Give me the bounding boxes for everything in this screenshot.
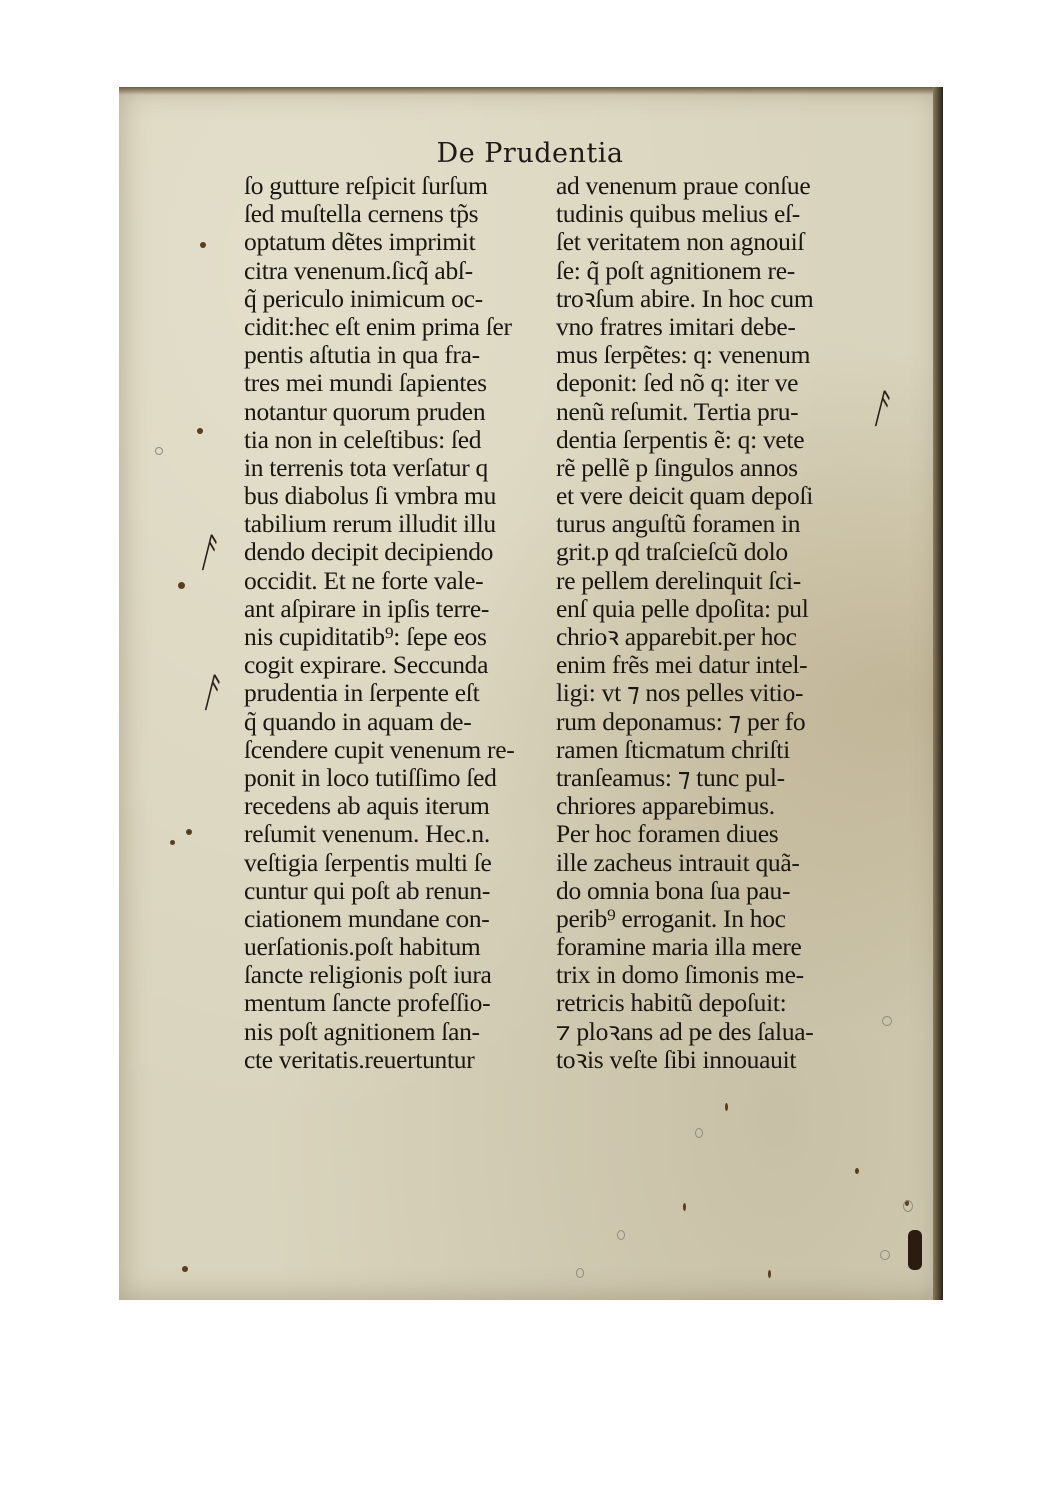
text-line: tia non in celeſtibus: ſed [244,425,482,454]
text-line: prudentia in ſerpente eſt [244,679,480,708]
text-line: chrioꝛ apparebit.per hoc [556,623,797,651]
text-line: nis cupiditatib⁹: ſepe eos [244,623,487,651]
ink-spot [725,1103,728,1111]
text-line: dentia ſerpentis ẽ: q: vete [556,425,805,454]
text-line: enſ quia pelle dpoſita: pul [556,594,809,623]
margin-annotation-mark: ᚨ [868,386,892,432]
text-line: cuntur qui poſt ab renun- [244,876,491,905]
text-line: tranſeamus: ⁊ tunc pul- [556,763,785,792]
text-line: cidit:hec eſt enim prima ſer [244,312,512,341]
text-line: ligi: vt ⁊ nos pelles vitio- [556,679,804,708]
ink-spot [182,1266,188,1272]
left-text-column [244,172,544,1074]
right-text-column [556,172,862,1074]
text-line: ille zacheus intrauit quã- [556,848,800,877]
text-line: ponit in loco tutiſſimo ſed [244,763,497,792]
text-line: ramen ſticmatum chriſti [556,735,790,764]
text-line: pentis aſtutia in qua fra- [244,341,480,370]
text-line: q̃ quando in aquam de- [244,707,472,736]
text-line: ſed muſtella cernens tp̃s [244,200,479,229]
text-line: rẽ pellẽ p ſingulos annos [556,453,798,482]
text-line: ciationem mundane con- [244,904,490,933]
text-line: reſumit venenum. Hec.n. [244,820,490,849]
ink-spot [170,840,175,845]
text-line: cogit expirare. Seccunda [244,651,489,680]
text-line: veſtigia ſerpentis multi ſe [244,848,492,877]
text-line: ſo gutture reſpicit ſurſum [244,172,488,200]
paper-blemish [880,1250,890,1260]
text-line: do omnia bona ſua pau- [556,876,791,905]
ink-spot [178,582,185,589]
text-line: grit.p qd traſcieſcũ dolo [556,538,788,567]
text-line: deponit: ſed nõ q: iter ve [556,369,799,398]
paper-blemish [903,1200,913,1212]
text-line: nis poſt agnitionem ſan- [244,1017,480,1046]
text-line: mentum ſancte profeſſio- [244,989,491,1018]
text-line: ⁊ ploꝛans ad pe des ſalua- [556,1017,814,1046]
text-line: ſancte religionis poſt iura [244,961,492,990]
text-line: chriores apparebimus. [556,792,775,821]
ink-spot [768,1270,771,1278]
text-line: tabilium rerum illudit illu [244,510,496,539]
paper-blemish [155,447,163,455]
text-line: notantur quorum pruden [244,397,486,426]
text-line: tres mei mundi ſapientes [244,369,487,398]
ink-spot [197,428,203,434]
text-line: cte veritatis.reuertuntur [244,1045,475,1074]
text-line: q̃ periculo inimicum oc- [244,284,483,313]
text-line: turus anguſtũ foramen in [556,510,801,539]
text-line: et vere deicit quam depoſi [556,482,814,511]
text-line: uerſationis.poſt habitum [244,933,481,962]
text-line: enim frẽs mei datur intel- [556,651,808,680]
page-heading: De Prudentia [436,138,624,169]
text-line: re pellem derelinquit ſci- [556,566,801,595]
ink-spot [200,242,206,248]
text-line: occidit. Et ne forte vale- [244,566,484,595]
text-line: tudinis quibus melius eſ- [556,200,800,229]
text-line: optatum dẽtes imprimit [244,228,476,257]
margin-annotation-mark: ᚨ [195,530,219,576]
text-line: troꝛſum abire. In hoc cum [556,284,814,313]
text-line: vno fratres imitari debe- [556,312,796,341]
paper-blemish [882,1016,892,1026]
page-spine-shadow [933,87,943,1300]
text-line: trix in domo ſimonis me- [556,961,804,990]
paper-blemish [576,1268,584,1278]
ink-spot [683,1203,686,1211]
paper-blemish [617,1230,625,1240]
text-line: in terrenis tota verſatur q [244,453,488,482]
text-line: citra venenum.ſicq̃ abſ- [244,256,473,285]
text-line: ſcendere cupit venenum re- [244,735,515,764]
text-line: foramine maria illa mere [556,933,802,962]
ink-spot [186,829,192,835]
text-line: bus diabolus ſi vmbra mu [244,482,497,511]
text-line: perib⁹ erroganit. In hoc [556,904,786,933]
margin-annotation-mark: ᚨ [198,670,222,716]
ink-spot [855,1168,859,1174]
text-line: nenũ reſumit. Tertia pru- [556,397,799,426]
text-line: toꝛis veſte ſibi innouauit [556,1045,797,1074]
text-line: dendo decipit decipiendo [244,538,494,567]
ink-stain [908,1230,922,1270]
text-line: ſe: q̃ poſt agnitionem re- [556,256,795,285]
text-line: ſet veritatem non agnouiſ [556,228,805,257]
text-line: Per hoc foramen diues [556,820,779,849]
text-line: ad venenum praue conſue [556,172,811,200]
text-line: retricis habitũ depoſuit: [556,989,787,1018]
text-line: recedens ab aquis iterum [244,792,490,821]
text-line: mus ſerpẽtes: q: venenum [556,341,811,370]
page-top-edge [119,87,943,95]
text-line: rum deponamus: ⁊ per fo [556,707,806,736]
paper-blemish [695,1128,703,1138]
text-line: ant aſpirare in ipſis terre- [244,594,490,623]
